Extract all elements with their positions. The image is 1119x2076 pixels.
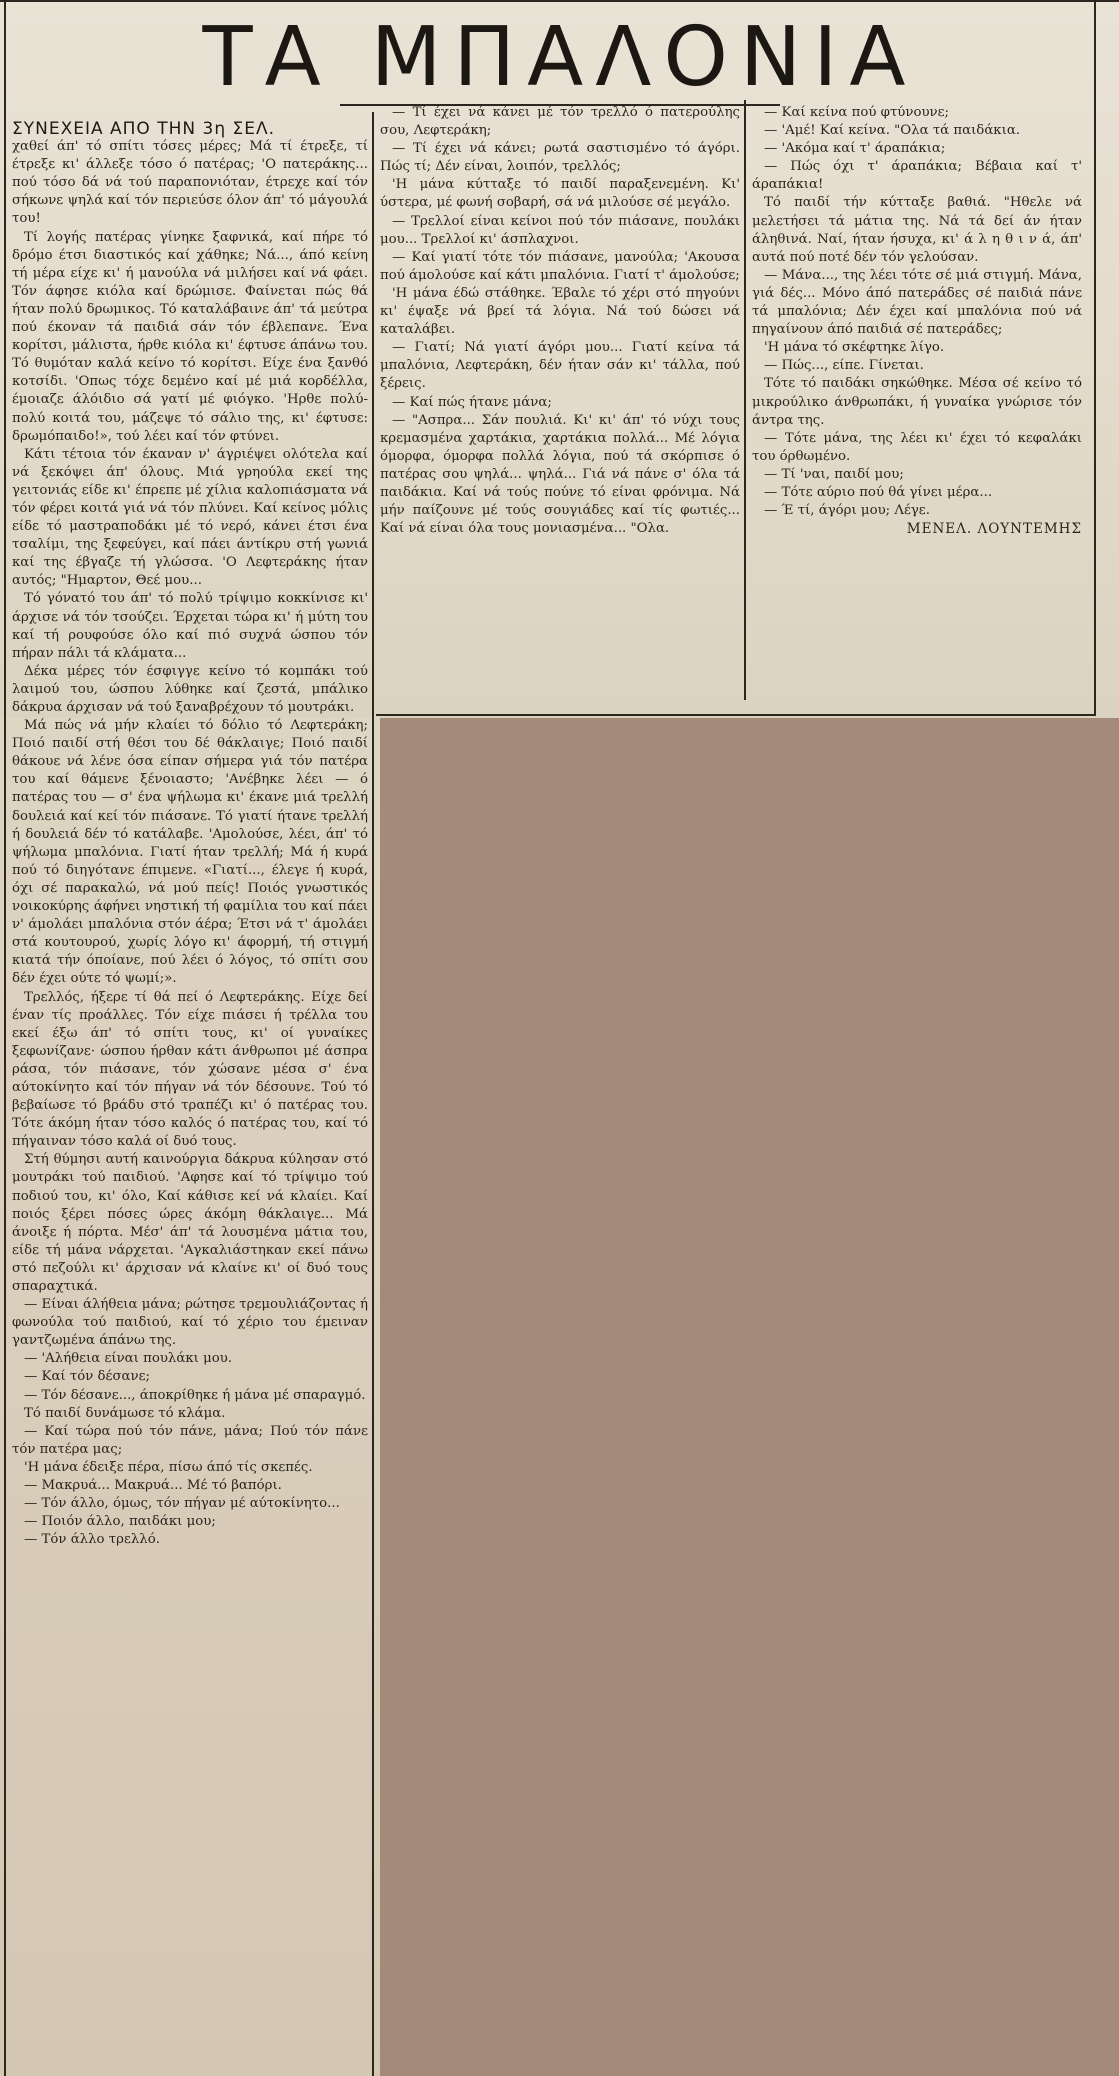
paragraph: — Τόν δέσανε..., άποκρίθηκε ή μάνα μέ σπαραγμό.: [24, 1387, 366, 1403]
paragraph: — Ποιόν άλλο, παιδάκι μου;: [24, 1514, 216, 1530]
paragraph: — Πώς όχι τ' άραπάκια; Βέβαια καί τ' άραπάκια!: [752, 159, 1082, 193]
paragraph: — Πώς..., είπε. Γίνεται.: [764, 358, 924, 374]
paragraph: — Καί κείνα πού φτύνουνε;: [764, 105, 950, 120]
paragraph: Τό παιδί δυνάμωσε τό κλάμα.: [24, 1405, 226, 1421]
left-border: [4, 0, 6, 2076]
paragraph: — Μάνα..., της λέει τότε σέ μιά στιγμή. Μάνα, γιά δές... Μόνο άπό πατεράδες σέ παιδιά πάνε τά μπαλόνια; Δέν έχει καί μπαλόνια πού νά πηγαίνουν άπό παιδιά σέ πατεράδες;: [752, 267, 1082, 338]
author-signature: ΜΕΝΕΛ. ΛΟΥΝΤΕΜΗΣ: [906, 521, 1082, 538]
paragraph: — Τότε μάνα, της λέει κι' έχει τό κεφαλάκι του όρθωμένο.: [752, 430, 1082, 464]
paragraph: — Μακρυά... Μακρυά... Μέ τό βαπόρι.: [24, 1478, 282, 1494]
paragraph: — Τί έχει νά κάνει μέ τόν τρελλό ό πατερούλης σου, Λεφτεράκη;: [380, 105, 740, 139]
paragraph: Στή θύμησι αυτή καινούργια δάκρυα κύλησαν στό μουτράκι τού παιδιού. 'Αφησε καί τό τρίψιμο τού ποδιού του, κι' όλο, Καί κάθισε κεί νά κλαίει. Καί ποιός ξέρει πόσες ώρες άκόμη θάκλαιγε... Μά άνοιξε ή πόρτα. Μέσ' άπ' τά λουσμένα μάτια του, είδε τή μάνα νάρχεται. 'Αγκαλιάστηκαν εκεί πάνω στό πεζούλι κι' άρχισαν νά κλαίνε κι' οί δυό τους σπαραχτικά.: [12, 1152, 368, 1294]
paragraph: Τό παιδί τήν κύτταξε βαθιά. "Ηθελε νά μελετήσει τά μάτια της. Νά τά δεί άν ήταν άληθινά. Ναί, ήταν ήσυχα, κι' ά λ η θ ι ν ά, άπ' αυτά πού ποτέ δέν τόν γελούσαν.: [752, 195, 1082, 265]
paragraph: — 'Αμέ! Καί κείνα. "Ολα τά παιδάκια.: [764, 123, 1021, 139]
paragraph: — Καί πώς ήτανε μάνα;: [392, 394, 552, 410]
paragraph: — Τί 'ναι, παιδί μου;: [764, 466, 904, 482]
paragraph: — Τρελλοί είναι κείνοι πού τόν πιάσανε, πουλάκι μου... Τρελλοί κι' άσπλαχνοι.: [380, 213, 740, 247]
paragraph: — Τόν άλλο τρελλό.: [24, 1532, 160, 1548]
paragraph: — Γιατί; Νά γιατί άγόρι μου... Γιατί κείνα τά μπαλόνια, Λεφτεράκη, δέν ήταν σάν κι' τάλλα, πού ξέρεις.: [380, 340, 740, 392]
paragraph: — "Ασπρα... Σάν πουλιά. Κι' κι' άπ' τό νύχι τους κρεμασμένα χαρτάκια, χαρτάκια πολλά... Μέ λόγια όμορφα, όμορφα πολλά λόγια, πού τά σκόρπισε ό πατέρας σου ψηλά... ψηλά... Γιά νά πάνε σ' όλα τά παιδάκια. Καί νά τούς πούνε τό είναι φρόνιμα. Νά μήν παίζουνε μέ τούς σουγιάδες καί τίς φωτιές... Καί νά είναι όλα τους μονιασμένα... "Ολα.: [380, 412, 740, 537]
paragraph: 'Η μάνα τό σκέφτηκε λίγο.: [764, 340, 945, 356]
paragraph: — 'Ακόμα καί τ' άραπάκια;: [764, 141, 946, 157]
paragraph: Κάτι τέτοια τόν έκαναν ν' άγριέψει ολότελα καί νά ξεκόψει άπ' όλους. Μιά γρηούλα εκεί της γειτονιάς είδε κι' έπρεπε μέ χίλια καλοπιάσματα νά τόν φέρει κοιτά γιά νά τόν πλύνει. Καί κείνος μόλις είδε τό μαστραποδάκι μέ τό νερό, κάνει έτσι ένα τσαλίμι, της ξεφεύγει, καί πάει άντίκρυ στή γωνιά καί της έβγαζε τή γλώσσα. 'Ο Λεφτεράκης ήταν αυτός; "Ημαρτον, Θεέ μου...: [12, 446, 368, 589]
top-border: [0, 0, 1119, 2]
paragraph: 'Η μάνα κύτταξε τό παιδί παραξενεμένη. Κι' ύστερα, μέ φωνή σοβαρή, σά νά μιλούσε σέ μεγάλο.: [380, 177, 740, 211]
continuation-heading: ΣΥΝΕΧΕΙΑ ΑΠΟ ΤΗΝ 3η ΣΕΛ.: [12, 119, 276, 139]
article-column-3: [752, 104, 1082, 538]
right-border: [1094, 0, 1096, 716]
paragraph: Μά πώς νά μήν κλαίει τό δόλιο τό Λεφτεράκη; Ποιό παιδί στή θέσι του δέ θάκλαιγε; Ποιό παιδί θάκουε νά λένε όσα είπαν σήμερα γιά τόν πατέρα του καί θάμενε ξένοιαστο; 'Ανέβηκε λέει — ό πατέρας του — σ' ένα ψήλωμα κι' έκανε μιά τρελλή δουλειά καί κεί τόν πιάσανε. Τό γιατί ήτανε τρελλή ή δουλειά δέν τό κατάλαβε. 'Αμολούσε, λέει, άπ' τό ψήλωμα μπαλόνια. Γιατί ήταν τρελλή; Μά ή κυρά πού τό διηγότανε έπιμενε. «Γιατί..., έλεγε ή κυρά, όχι σέ παρακαλώ, νά μού πείς! Ποιός γνωστικός νοικοκύρης άφήνει νηστική τή φαμίλια του καί πάει ν' άμολάει μπαλόνια στόν άέρα; Έτσι νά τ' άμολάει στά κουτουρού, χωρίς λόγο κι' άφορμή, τή στιγμή κιατά τήν όποίανε, πού λέει ό λόγος, τό σπίτι σου δέν έχει ούτε τό ψωμί;».: [12, 718, 368, 987]
paragraph: 'Η μάνα έδειξε πέρα, πίσω άπό τίς σκεπές.: [24, 1459, 313, 1475]
article-column-2: [380, 104, 740, 538]
paragraph: — Καί τώρα πού τόν πάνε, μάνα; Πού τόν πάνε τόν πατέρα μας;: [12, 1423, 368, 1457]
paragraph: — Τότε αύριο πού θά γίνει μέρα...: [764, 484, 993, 500]
article-column-1: [12, 120, 368, 1549]
paragraph: χαθεί άπ' τό σπίτι τόσες μέρες; Μά τί έτρεξε, τί έτρεξε κι' άλλεξε τόσο ό πατέρας; 'Ο πατεράκης... πού τόσο δά νά τού παραπονιόταν, έτρεχε καί τόν σήκωνε ψηλά καί τόν περιεύσε όλον άπ' τό μάγουλά του!: [12, 139, 368, 227]
paragraph: Δέκα μέρες τόν έσφιγγε κείνο τό κομπάκι τού λαιμού του, ώσπου λύθηκε καί ζεστά, μπάλικο δάκρυα άρχισαν νά τού ξαναβρέχουν τό μουτράκι.: [12, 663, 368, 715]
column-divider-2: [744, 100, 746, 700]
paragraph: Τί λογής πατέρας γίνηκε ξαφνικά, καί πήρε τό δρόμο έτσι διαστικός καί χάθηκε; Νά..., άπό κείνη τή μέρα είχε κι' ή μανούλα νά μιλήσει καί νά φάει. Τόν άφησε κιόλα καί δρώμισε. Φαίνεται πώς θά ήταν πολύ δρωμικος. Τό καταλάβαινε άπ' τά μεύτρα πού έκοναν τά παιδιά σάν τόν έβλεπανε. Ένα κορίτσι, μάλιστα, ήρθε κιόλα κι' έφτυσε άπάνω του. Τό θυμόταν καλά κείνο τό κορίτσι. Είχε ένα ξανθό κοτσίδι. 'Οπως τόχε δεμένο καί μέ μιά κορδέλλα, έμοιαζε άλόιδιο σά γατί μέ φιόγκο. 'Ηρθε πολύ-πολύ κοιτά του, μάζεψε τό σάλιο της, κι' έφτυσε: δρωμόπαιδο!», τού λέει καί τόν φτύνει.: [12, 229, 368, 444]
paragraph: — Τί έχει νά κάνει; ρωτά σαστισμένο τό άγόρι. Πώς τί; Δέν είναι, λοιπόν, τρελλός;: [380, 141, 740, 175]
paragraph: — Είναι άλήθεια μάνα; ρώτησε τρεμουλιάζοντας ή φωνούλα τού παιδιού, καί τό χέριο του έμειναν γαντζωμένα άπάνω της.: [12, 1297, 368, 1349]
column-divider-1: [372, 112, 374, 2076]
paragraph: 'Η μάνα έδώ στάθηκε. Έβαλε τό χέρι στό πηγούνι κι' έψαξε νά βρεί τά λόγια. Νά τού δώσει νά καταλάβει.: [380, 285, 740, 338]
bottom-rule: [376, 714, 1096, 716]
paragraph: — Καί τόν δέσανε;: [24, 1369, 150, 1385]
paragraph: — Καί γιατί τότε τόν πιάσανε, μανούλα; 'Ακουσα πού άμολούσε καί κάτι μπαλόνια. Γιατί τ' άμολούσε;: [380, 249, 740, 283]
paragraph: — Έ τί, άγόρι μου; Λέγε.: [764, 503, 930, 519]
paragraph: — Τόν άλλο, όμως, τόν πήγαν μέ αύτοκίνητο...: [24, 1496, 340, 1512]
article-title: ΤΑ ΜΠΑΛΟΝΙΑ: [202, 10, 918, 105]
paragraph: Τό γόνατό του άπ' τό πολύ τρίψιμο κοκκίνισε κι' άρχισε νά τόν τσούζει. Έρχεται τώρα κι' ή μύτη του καί τή ρουφούσε όλο καί πιό συχνά ώσπου τόν πήραν πάλι τά κλάματα...: [12, 591, 368, 661]
paragraph: — 'Αλήθεια είναι πουλάκι μου.: [24, 1351, 233, 1367]
paragraph: Τρελλός, ήξερε τί θά πεί ό Λεφτεράκης. Είχε δεί έναν τίς προάλλες. Τόν είχε πιάσει ή τρέλλα του εκεί έξω άπ' τό σπίτι τους, κι' οί γυναίκες ξεφωνίζανε· ώσπου ήρθαν κάτι άνθρωποι μέ άσπρα ράσα, τόν πιάσανε, τόν χώσανε μέσα σ' ένα αύτοκίνητο καί τόν πήγαν νά τόν δέσουνε. Τού τό βεβαίωσε τό βράδυ στό τραπέζι κι' ό πατέρας του. Τότε άκόμη ήταν τόσο καλός ό πατέρας του, καί τό πήγαιναν τόσο καλά οί δυό τους.: [12, 989, 368, 1150]
paragraph: Τότε τό παιδάκι σηκώθηκε. Μέσα σέ κείνο τό μικρούλικο άνθρωπάκι, ή γυναίκα γνώρισε τόν άντρα της.: [752, 376, 1082, 428]
